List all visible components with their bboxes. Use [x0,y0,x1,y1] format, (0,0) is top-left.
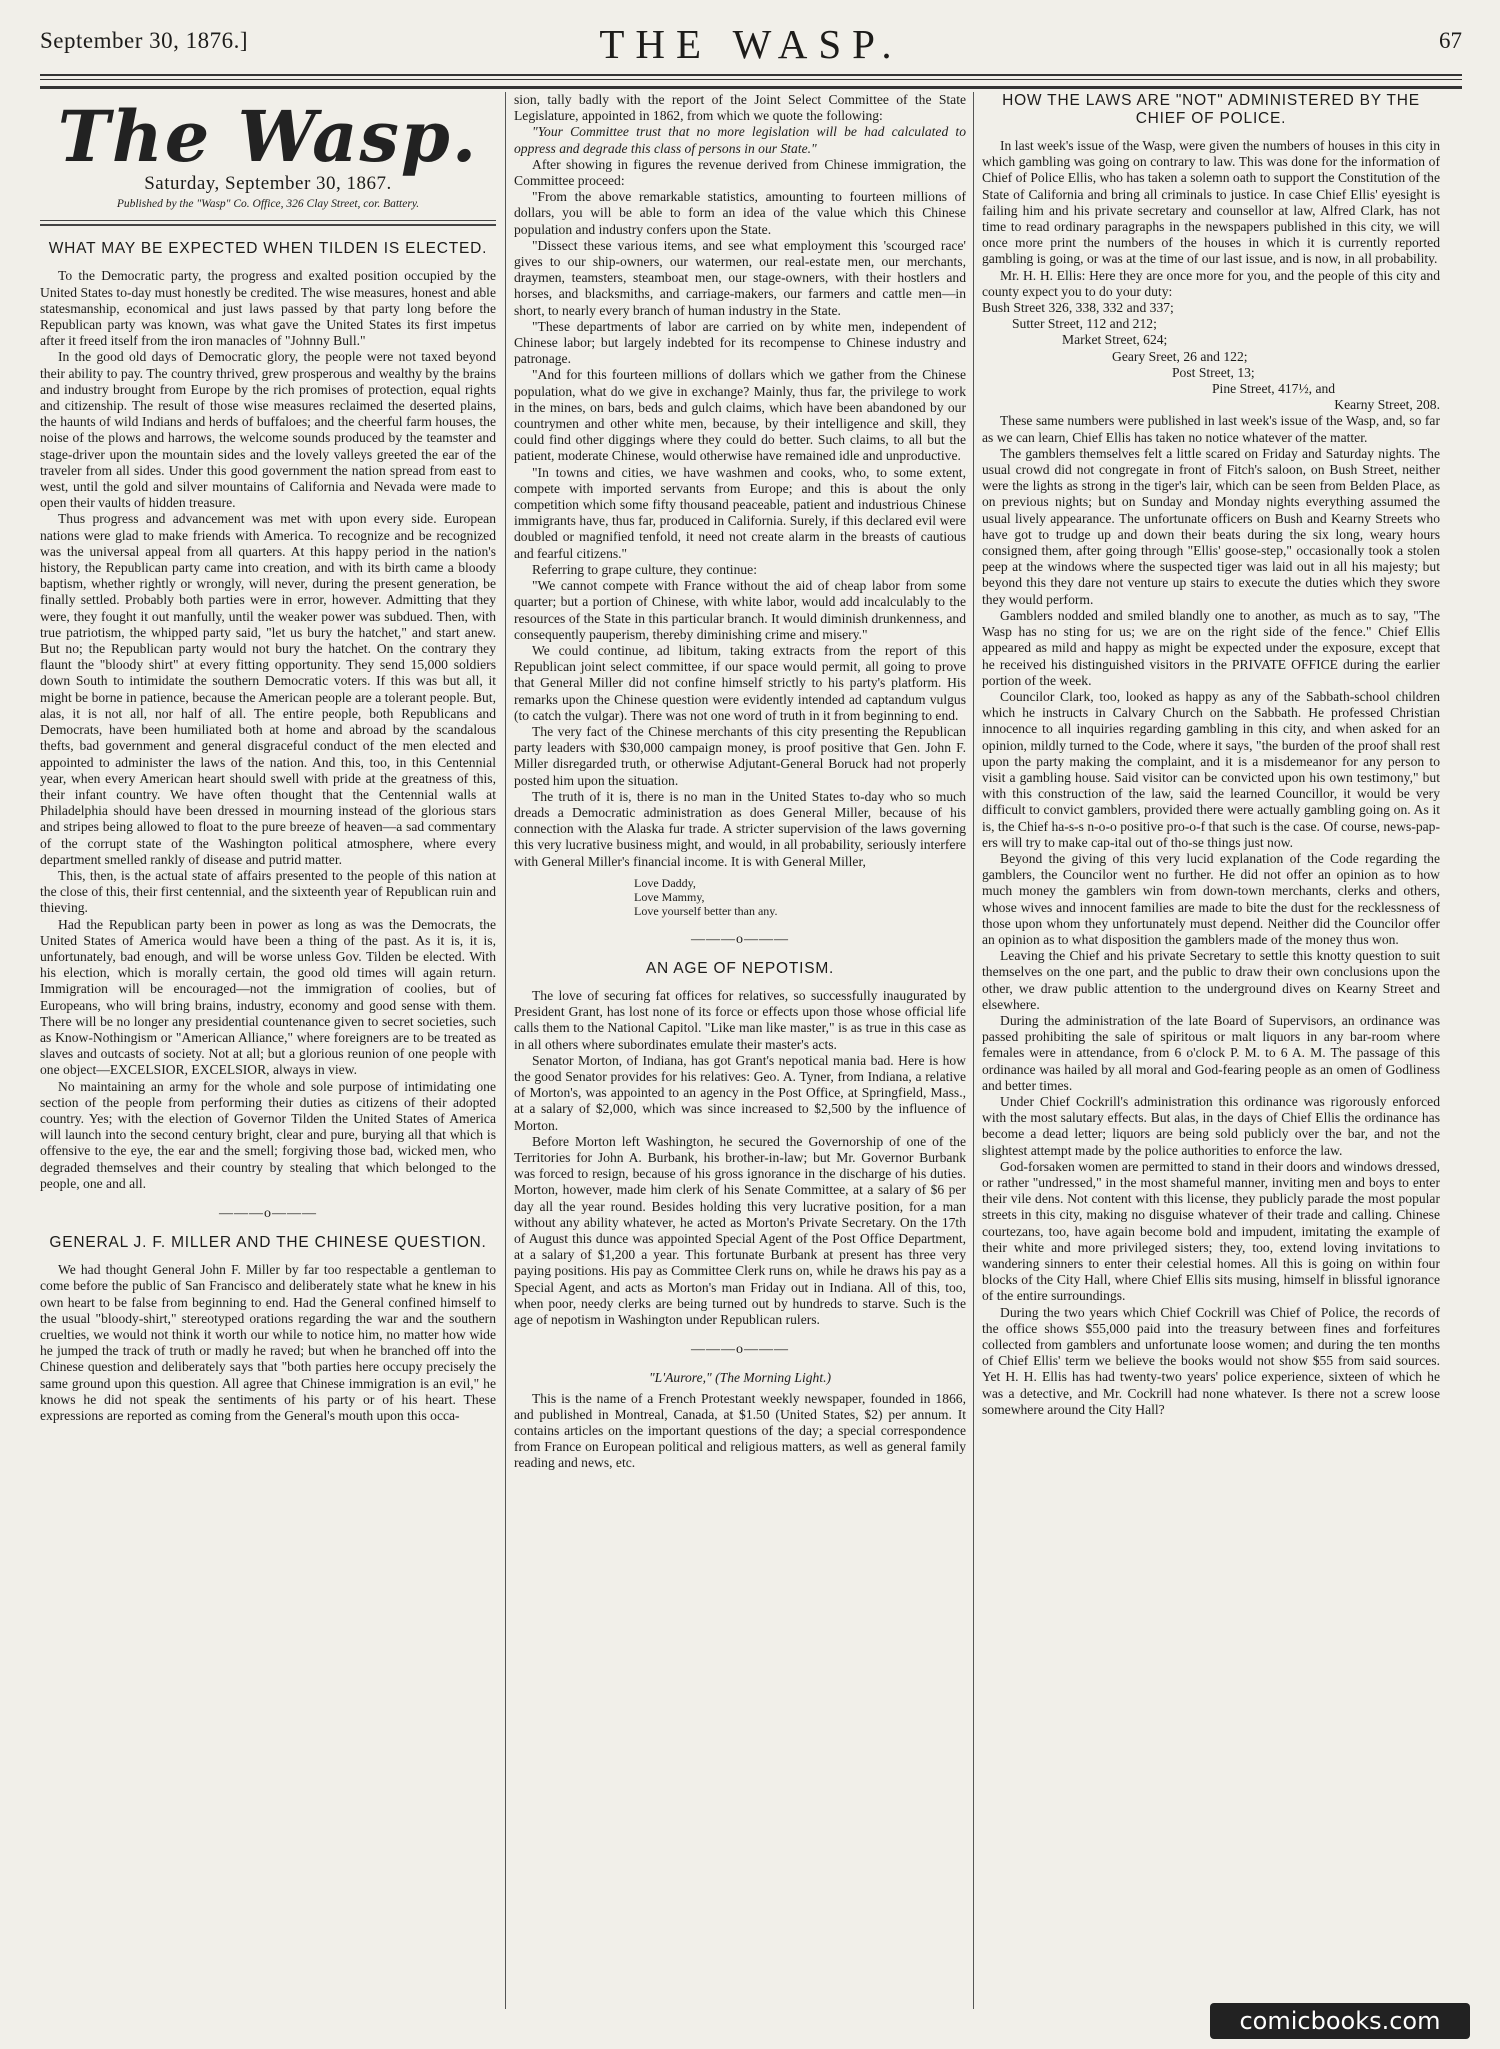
column-2 [510,92,970,2009]
paragraph: Under Chief Cockrill's administration this ordinance was rigorously enforced with the most salutary effects. But alas, in the days of Chief Ellis the ordinance has become a dead letter; liquors are being sold publicly over the bar, and not the slightest attempt made by the police authorities to enforce the law. [982,1093,1440,1158]
paragraph: Leaving the Chief and his private Secretary to settle this knotty question to suit themselves on the one part, and the public to draw their own conclusions upon the other, we draw public attention to the underground dives on Kearny Street and elsewhere. [982,948,1440,1012]
section-separator: ———o——— [219,1205,317,1221]
paragraph: The truth of it is, there is no man in the United States to-day who so much dreads a Democratic administration as does General Miller, because of his connection with the Alaska fur trade. A stricter supervision of the laws governing this very lucrative business might, and would, in all probability, seriously interfere with General Miller's financial income. It is with General Miller, [514,788,966,869]
paragraph: Councilor Clark, too, looked as happy as any of the Sabbath-school children which he instructs in Calvary Church on the Sabbath. He professed Christian innocence to all inquiries regarding gambling in this city, and when asked for an opinion, mildly turned to the Code, where it says, "the burden of the proof shall rest upon the party making the complaint, and it is a misdemeanor for any person to visit a gambling house. Said visitor can be convicted upon his own testimony," but with this construction of the law, said the learned Councillor, it would be very difficult to convict gamblers, provided there were actually gambling going on. As it is, the Chief ha-s-s n-o-o positive pro-o-f that such is the case. Of course, news-pap-ers will try to make cap-ital out of tho-se things just now. [982,688,1440,850]
masthead-rule [40,220,496,221]
running-head-date: September 30, 1876.] [40,28,249,53]
paragraph: God-forsaken women are permitted to stand in their doors and windows dressed, or rather "undressed," in the most shameful manner, inviting men and boys to enter their vile dens. Not content with this license, they publicly parade the most popular streets in this city, making no disguise whatever of their trade and calling. Chinese courtezans, too, have again become bold and impudent, imitating the example of their white and more privileged sisters; they, too, extend loving invitations to wandering sinners to enter their celestial homes. All this is going on within four blocks of the City Hall, where Chief Ellis sits musing, himself in blissful ignorance of the entire surroundings. [982,1158,1440,1304]
article-body [514,988,966,1328]
paragraph: We had thought General John F. Miller by far too respectable a gentleman to come before the public of San Francisco and deliberately state what he knew in his own heart to be false from beginning to end. Had the General confined himself to the usual "bloody-shirt," stereotyped orations regarding the war and the southern cruelties, we would not think it worth our while to notice him, no matter how wide he jumped the track of truth or madly he raved; but when he branched off into the Chinese question and deliberately says that "both parties here occupy precisely the same ground upon this question. All agree that Chinese immigration is an evil," he knows he did not speak the sentiments of his party or of his heart. These expressions are reported as coming from the General's mouth upon this occa- [40,1262,496,1424]
masthead-rule [40,224,496,226]
paragraph: "From the above remarkable statistics, amounting to fourteen millions of dollars, you will be able to form an idea of the value which this Chinese population and industry confers upon the State. [514,189,966,237]
address-line: Sutter Street, 112 and 212; [1012,316,1157,332]
paragraph: "We cannot compete with France without the aid of cheap labor from some quarter; but a portion of Chinese, with white labor, would add incalculably to the resources of the State in this particular branch. It would diminish drunkenness, and consequently pauperism, thereby diminishing crime and misery." [514,578,966,642]
address-line: Bush Street 326, 338, 332 and 337; [982,300,1174,316]
header-rule [40,86,1462,89]
article-body [982,138,1440,300]
verse-line: Love Daddy, [634,875,696,890]
paragraph: sion, tally badly with the report of the Joint Select Committee of the State Legislature, appointed in 1862, from which we quote the following: [514,92,966,124]
paragraph: "Dissect these various items, and see what employment this 'scourged race' gives to our ship-owners, our watermen, our real-estate men, our merchants, draymen, teamsters, steamboat men, our stage-owners, with their hostlers and horses, and blacksmiths, and carriage-makers, our farmers and cattle men—in short, to nearly every branch of human industry in the State. [514,237,966,318]
paragraph: After showing in figures the revenue derived from Chinese immigration, the Committee proceed: [514,156,966,189]
paragraph: Senator Morton, of Indiana, has got Grant's nepotical mania bad. Here is how the good Senator provides for his relatives: Geo. A. Tyner, from Indiana, a relative of Morton's, was appointed to an agency in the Post Office, at Springfield, Mass., at a salary of $2,000, which was since increased to $2,500 by the influence of Morton. [514,1052,966,1133]
paragraph: These same numbers were published in last week's issue of the Wasp, and, so far as we can learn, Chief Ellis has taken no notice whatever of the matter. [982,413,1440,445]
quote-paragraph: "Your Committee trust that no more legislation will be had calculated to oppress and degrade this class of persons in our State." [514,124,966,156]
paragraph: "And for this fourteen millions of dollars which we gather from the Chinese population, what do we give in exchange? Mainly, thus far, the privilege to work in the mines, on bars, beds and gulch claims, which have been abandoned by our countrymen and other white men, because, by their intelligence and skill, they could find other diggings where they could do better. Such claims, to all but the patient, moderate Chinese, would otherwise have remained idle and unproductive. [514,367,966,464]
address-line: Kearny Street, 208. [1334,397,1440,413]
paragraph: We could continue, ad libitum, taking extracts from the report of this Republican joint select committee, if our space would permit, all going to prove that General Miller did not confine himself strictly to his party's platform. His remarks upon the Chinese question were evidently intended ad captandum vulgus (to catch the vulgar). There was not one word of truth in it from beginning to end. [514,642,966,723]
running-head [40,20,1462,67]
masthead-publisher: Published by the "Wasp" Co. Office, 326 Clay Street, cor. Battery. [116,198,420,211]
paragraph: Gamblers nodded and smiled blandly one to another, as much as to say, "The Wasp has no sting for us; we are on the right side of the fence." Chief Ellis appeared as mild and happy as might be expected under the exposure, except that he received his distinguished visitors in the PRIVATE OFFICE during the earlier portion of the week. [982,607,1440,688]
paragraph: This is the name of a French Protestant weekly newspaper, founded in 1866, and published in Montreal, Canada, at $1.50 (United States, $2) per annum. It contains articles on the important questions of the day; a special correspondence from France on European political and religious matters, as well as general family reading and news, etc. [514,1390,966,1471]
paragraph: Before Morton left Washington, he secured the Governorship of one of the Territories for John A. Burbank, his brother-in-law; but Mr. Governor Burbank was forced to resign, because of his gross ignorance in the discharge of his duties. Morton, however, made him clerk of his Senate Committee, at a salary of $6 per day all the year round. Besides holding this very lucrative position, for a man without any ability whatever, he acted as Morton's Private Secretary. On the 17th of August this dunce was appointed Special Agent of the Post Office Department, at a salary of $1,200 a year. This fortunate Burbank at present has three very paying positions. His pay as Committee Clerk runs on, while he draws his pay as a Special Agent, and acts as Morton's man Friday out in Indiana. All of this, too, when poor, needy clerks are being turned out by hundreds to starve. Such is the age of nepotism in Washington under Republican rulers. [514,1133,966,1328]
masthead-date: Saturday, September 30, 1867. [144,173,392,194]
article-headline: "L'Aurore," (The Morning Light.) [648,1370,832,1386]
paragraph: Beyond the giving of this very lucid explanation of the Code regarding the gamblers, the Councilor went no further. He did not offer an opinion as to how much money the gamblers win from down-town merchants, clerks and others, whose wives and innocent families are made to bite the dust for the recklessness of those upon whom they unfortunately must depend. Neither did the Councilor offer an opinion as to what disposition the gamblers made of the money thus won. [982,850,1440,947]
article-headline: AN AGE OF NEPOTISM. [645,959,835,977]
running-head-title: THE WASP. [599,21,903,67]
article-body [40,268,496,1192]
paragraph: "These departments of labor are carried on by white men, independent of Chinese labor; but largely indebted for its recompense to Chinese industry and patronage. [514,318,966,367]
paragraph: In last week's issue of the Wasp, were given the numbers of houses in this city in which gambling was going on contrary to law. This was done for the information of Chief of Police Ellis, who has taken a solemn oath to support the Constitution of the State of California and bring all criminals to justice. In case Chief Ellis' eyesight is failing him and his private secretary and counsellor at law, Alfred Clark, has not time to read ordinary paragraphs in the newspapers published in this city, we will once more print the numbers of the houses in which it is currently reported gambling is going, or was at the time of our last issue, and is now, in all probability. [982,138,1440,267]
header-rule [40,74,1462,76]
article-body [40,1262,496,1424]
column-divider [505,92,506,2009]
masthead [40,92,496,226]
paragraph: Had the Republican party been in power as long as was the Democrats, the United States of America would have been a thing of the past. As it is, it is, unfortunately, bad enough, and will be worse unless Gov. Tilden be elected. With his election, which is morally certain, the good old times will again return. Immigration will be encouraged—not the immigration of coolies, but of Europeans, who will bring brains, industry, economy and good sense with them. There will be no longer any presidential countenance given to secret societies, such as Know-Nothingism or "American Alliance," where foreigners are to be treated as slaves and outcasts of society. Not at all; but a glorious reunion of one people with one object—EXCELSIOR, EXCELSIOR, always in view. [40,916,496,1078]
address-line: Market Street, 624; [1062,332,1168,348]
address-list [982,300,1440,413]
article-headline: GENERAL J. F. MILLER AND THE CHINESE QUESTION. [49,1234,487,1252]
paragraph: The love of securing fat offices for relatives, so successfully inaugurated by President Grant, has lost none of its force or effects upon those whose official life calls them to the National Capitol. "Like man like master," is as true in this case as in all others where subordinates emulate their master's acts. [514,987,966,1052]
verse-line: Love yourself better than any. [634,903,778,918]
address-line: Geary Sreet, 26 and 122; [1112,348,1248,364]
verse [514,876,966,918]
header-rule [40,79,1462,80]
address-line: Pine Street, 417½, and [1212,381,1336,397]
paragraph: Thus progress and advancement was met with upon every side. European nations were glad to make friends with America. To recognize and be recognized was the universal appeal from all quarters. At this happy period in the nation's history, the Republican party came into creation, and with its birth came a bloody baptism, whether rightly or wrongly, will never, during the present generation, be finally settled. Probably both parties were in error, however. Admitting that they were, they fought it out manfully, until the weaker power was subdued. Then, with true patriotism, the whipped party said, "let us bury the hatchet," and start anew. But no; the Republican party would not bury the hatchet. On the contrary they flaunt the "bloody shirt" at every fitting opportunity. They send 15,000 soldiers down South to intimidate the southern Democratic voters. If this was but all, it might be borne in patience, because the American people are a tolerant people. But, alas, it is not all, nor half of all. The entire people, both Republicans and Democrats, have been humiliated both at home and abroad by the scandalous thefts, bad government and general disgraceful conduct of the men elected and appointed to administer the laws of the nation. And this, too, in this Centennial year, when every American heart should swell with pride at the greatness of this, their infant country. We have often thought that the Centennial walls at Philadelphia should have been dressed in mourning instead of the glorious stars and stripes being allowed to float to the pure breeze of heaven—a sad commentary of the corrupt state of the Washington political atmosphere, where every department smelled rankly of disease and putrid matter. [40,511,496,867]
verse-line: Love Mammy, [634,889,705,904]
watermark: comicbooks.com [1210,2003,1470,2039]
paragraph: The very fact of the Chinese merchants of this city presenting the Republican party leaders with $30,000 campaign money, is proof positive that Gen. John F. Miller disregarded truth, or otherwise Adjutant-General Boruck had not properly posted him upon the situation. [514,723,966,788]
section-separator: ———o——— [691,931,789,947]
page-number: 67 [1439,28,1462,53]
paragraph: During the administration of the late Board of Supervisors, an ordinance was passed prohibiting the sale of spiritous or malt liquors in any bar-room where females were in attendance, from 6 o'clock P. M. to 6 A. M. The passage of this ordinance was hailed by all moral and God-fearing people as an omen of Godliness and better times. [982,1012,1440,1093]
paragraph: To the Democratic party, the progress and exalted position occupied by the United States to-day must honestly be credited. The wise measures, honest and able statesmanship, economical and just laws passed by that party long before the Republican party was known, was what gave the United States its first impetus after it freed itself from the iron manacles of "Johnny Bull." [40,268,496,349]
paragraph: No maintaining an army for the whole and sole purpose of intimidating one section of the people from performing their duties as citizens of their adopted country. Yes; with the election of Governor Tilden the United States of America will launch into the second century bright, clear and pure, burying all that which is offensive to the eye, the ear and the smell; forgiving those bad, wicked men, who degraded themselves and their country by stealing that which belonged to the people, one and all. [40,1078,496,1191]
address-line: Post Street, 13; [1172,364,1255,380]
paragraph: Mr. H. H. Ellis: Here they are once more for you, and the people of this city and county expect you to do your duty: [982,267,1440,299]
column-3 [978,92,1440,2009]
article-body [514,1391,966,1472]
paragraph: In the good old days of Democratic glory, the people were not taxed beyond their ability to pay. The country thrived, grew prosperous and wealthy by the brains and industry brought from Europe by the rich promises of protection, equal rights and citizenship. The result of those wise measures reclaimed the deserted plains, the haunts of wild Indians and herds of buffaloes; and the cheerful farm houses, the noise of the plows and harrows, the welcome sounds produced by the teamster and stage-driver upon the mountain sides and the lovely valleys greeted the ear of the traveler from all sides. Under this good government the nation spread from east to west, until the gold and silver mountains of California and Nevada were made to open their vaults of hidden treasure. [40,349,496,511]
masthead-logo: The Wasp. [57,95,479,178]
paragraph: During the two years which Chief Cockrill was Chief of Police, the records of the office shows $55,000 paid into the treasury between fines and forfeitures collected from gamblers and unfortunate loose women; and during the ten months of Chief Ellis' term we believe the books would not show $55 from said sources. Yet H. H. Ellis has had twenty-two years' police experience, sixteen of which he was a detective, and Mr. Cockrill had none whatever. Is there not a screw loose somewhere around the City Hall? [982,1304,1440,1417]
paragraph: This, then, is the actual state of affairs presented to the people of this nation at the close of this, their first centennial, and the sixteenth year of Republican ruin and thieving. [40,867,497,916]
article-body [514,92,966,870]
article-body [982,413,1440,1418]
column-1 [40,92,500,2009]
section-separator: ———o——— [691,1342,789,1358]
article-headline: HOW THE LAWS ARE "NOT" ADMINISTERED BY THE CHIEF OF POLICE. [1002,92,1420,127]
paragraph: The gamblers themselves felt a little scared on Friday and Saturday nights. The usual crowd did not congregate in front of Fitch's saloon, on Bush Street, neither were the lights as strong in the tiger's lair, which can be seen from Belden Place, as on previous nights; but on Sunday and Monday nights everything assumed the usual lively appearance. The unfortunate officers on Bush and Kearny Streets who have got to trudge up and down their beats during the six long, weary hours consigned them, after going through "Ellis' goose-step," occasionally took a stolen peep at the windows where the suspected tiger was laid out in all his majesty; but beyond this they dare not venture up stairs to execute the duties which they swore they would perform. [982,445,1440,607]
paragraph: Referring to grape culture, they continue: [532,561,757,577]
article-headline: WHAT MAY BE EXPECTED WHEN TILDEN IS ELECTED. [48,240,488,258]
column-divider [973,92,974,2009]
paragraph: "In towns and cities, we have washmen and cooks, who, to some extent, compete with imported servants from Europe; and this is about the only competition which some fifty thousand peaceable, patient and industrious Chinese immigrants have, thus far, produced in California. Surely, if this declared evil were doubled or magnified tenfold, it need not create alarm in the breasts of cautious and fearful citizens." [514,464,966,561]
